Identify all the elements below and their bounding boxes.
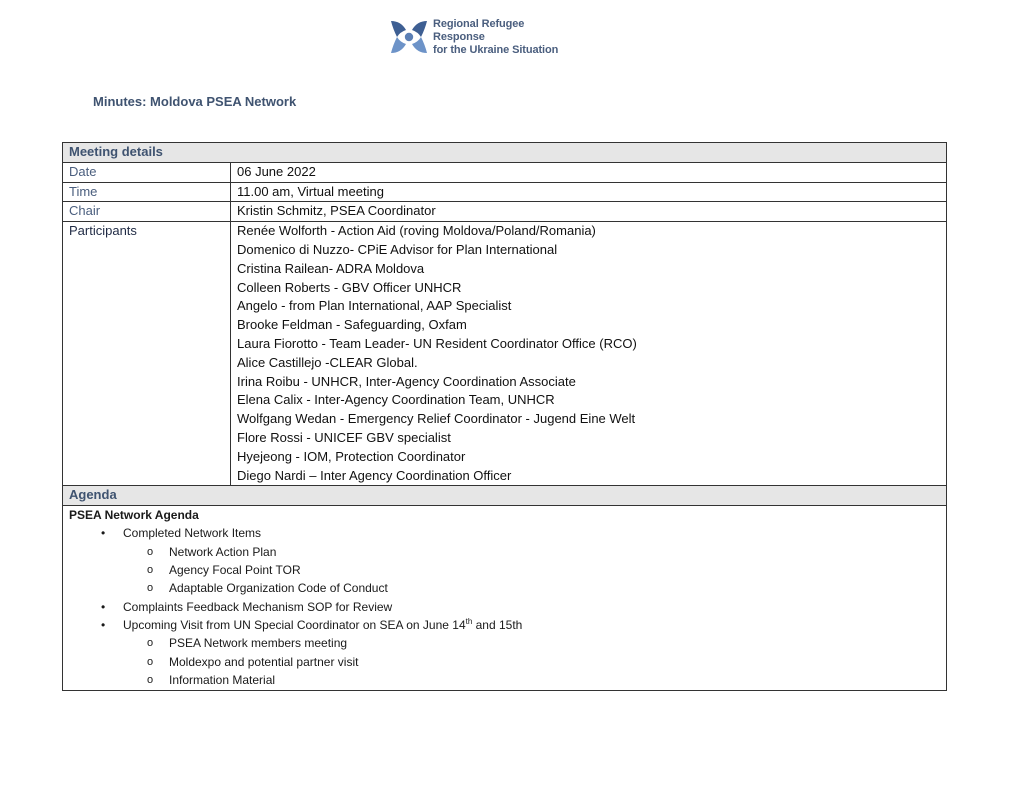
chair-label: Chair	[63, 202, 231, 222]
participants-label: Participants	[63, 222, 231, 486]
agenda-subitem: o PSEA Network members meeting	[169, 634, 940, 652]
minutes-table	[62, 142, 947, 691]
logo-line-1: Regional Refugee Response	[433, 17, 525, 43]
agenda-title: PSEA Network Agenda	[69, 508, 199, 523]
agenda-subitem: o Moldexpo and potential partner visit	[169, 653, 940, 671]
agenda-subitem: o Adaptable Organization Code of Conduct	[169, 579, 940, 597]
participant: Hyejeong - IOM, Protection Coordinator	[237, 448, 466, 464]
agenda-header	[63, 486, 947, 506]
date-label: Date	[63, 162, 231, 182]
participants-list	[231, 222, 947, 486]
agenda-sublist	[123, 543, 940, 598]
meeting-details-title: Meeting details	[63, 143, 947, 163]
chair-value: Kristin Schmitz, PSEA Coordinator	[231, 202, 947, 222]
agenda-item	[123, 598, 940, 616]
participant: Cristina Railean- ADRA Moldova	[237, 260, 425, 276]
rrp-logo-icon	[387, 15, 431, 59]
agenda-item-text: Upcoming Visit from UN Special Coordinator on SEA on June 14	[123, 617, 466, 632]
ordinal-suffix: th	[465, 616, 473, 626]
agenda-section-title: Agenda	[63, 486, 947, 506]
participant: Brooke Feldman - Safeguarding, Oxfam	[237, 317, 467, 333]
time-value: 11.00 am, Virtual meeting	[231, 182, 947, 202]
participant: Laura Fiorotto - Team Leader- UN Resident Coordinator Office (RCO)	[237, 335, 637, 351]
agenda-row	[63, 506, 947, 691]
agenda-sublist	[123, 634, 940, 689]
participant: Domenico di Nuzzo- CPiE Advisor for Plan International	[237, 241, 558, 257]
time-row	[63, 182, 947, 202]
participant: Irina Roibu - UNHCR, Inter-Agency Coordination Associate	[237, 373, 576, 389]
date-row	[63, 162, 947, 182]
date-value: 06 June 2022	[231, 162, 947, 182]
participant: Renée Wolforth - Action Aid (roving Moldova/Poland/Romania)	[237, 223, 596, 239]
participant: Diego Nardi – Inter Agency Coordination Officer	[237, 467, 512, 483]
agenda-item-text: Complaints Feedback Mechanism SOP for Review	[123, 599, 393, 614]
page-title: Minutes: Moldova PSEA Network	[93, 94, 297, 109]
participant: Wolfgang Wedan - Emergency Relief Coordinator - Jugend Eine Welt	[237, 411, 636, 427]
participant: Angelo - from Plan International, AAP Specialist	[237, 298, 512, 314]
agenda-list	[69, 524, 940, 689]
agenda-content	[63, 506, 947, 691]
agenda-subitem: o Agency Focal Point TOR	[169, 561, 940, 579]
chair-row	[63, 202, 947, 222]
participant: Flore Rossi - UNICEF GBV specialist	[237, 429, 451, 445]
agenda-subitem: o Network Action Plan	[169, 543, 940, 561]
meeting-details-header	[63, 143, 947, 163]
agenda-item-text: Completed Network Items	[123, 526, 262, 541]
logo	[387, 15, 577, 59]
agenda-subitem: o Information Material	[169, 671, 940, 689]
logo-line-2: for the Ukraine Situation	[433, 43, 559, 56]
agenda-item-text-end: and 15th	[472, 617, 523, 632]
participant: Alice Castillejo -CLEAR Global.	[237, 354, 418, 370]
agenda-item	[123, 616, 940, 689]
agenda-item	[123, 524, 940, 597]
participants-row	[63, 222, 947, 486]
time-label: Time	[63, 182, 231, 202]
participant: Colleen Roberts - GBV Officer UNHCR	[237, 279, 462, 295]
participant: Elena Calix - Inter-Agency Coordination Team, UNHCR	[237, 392, 555, 408]
